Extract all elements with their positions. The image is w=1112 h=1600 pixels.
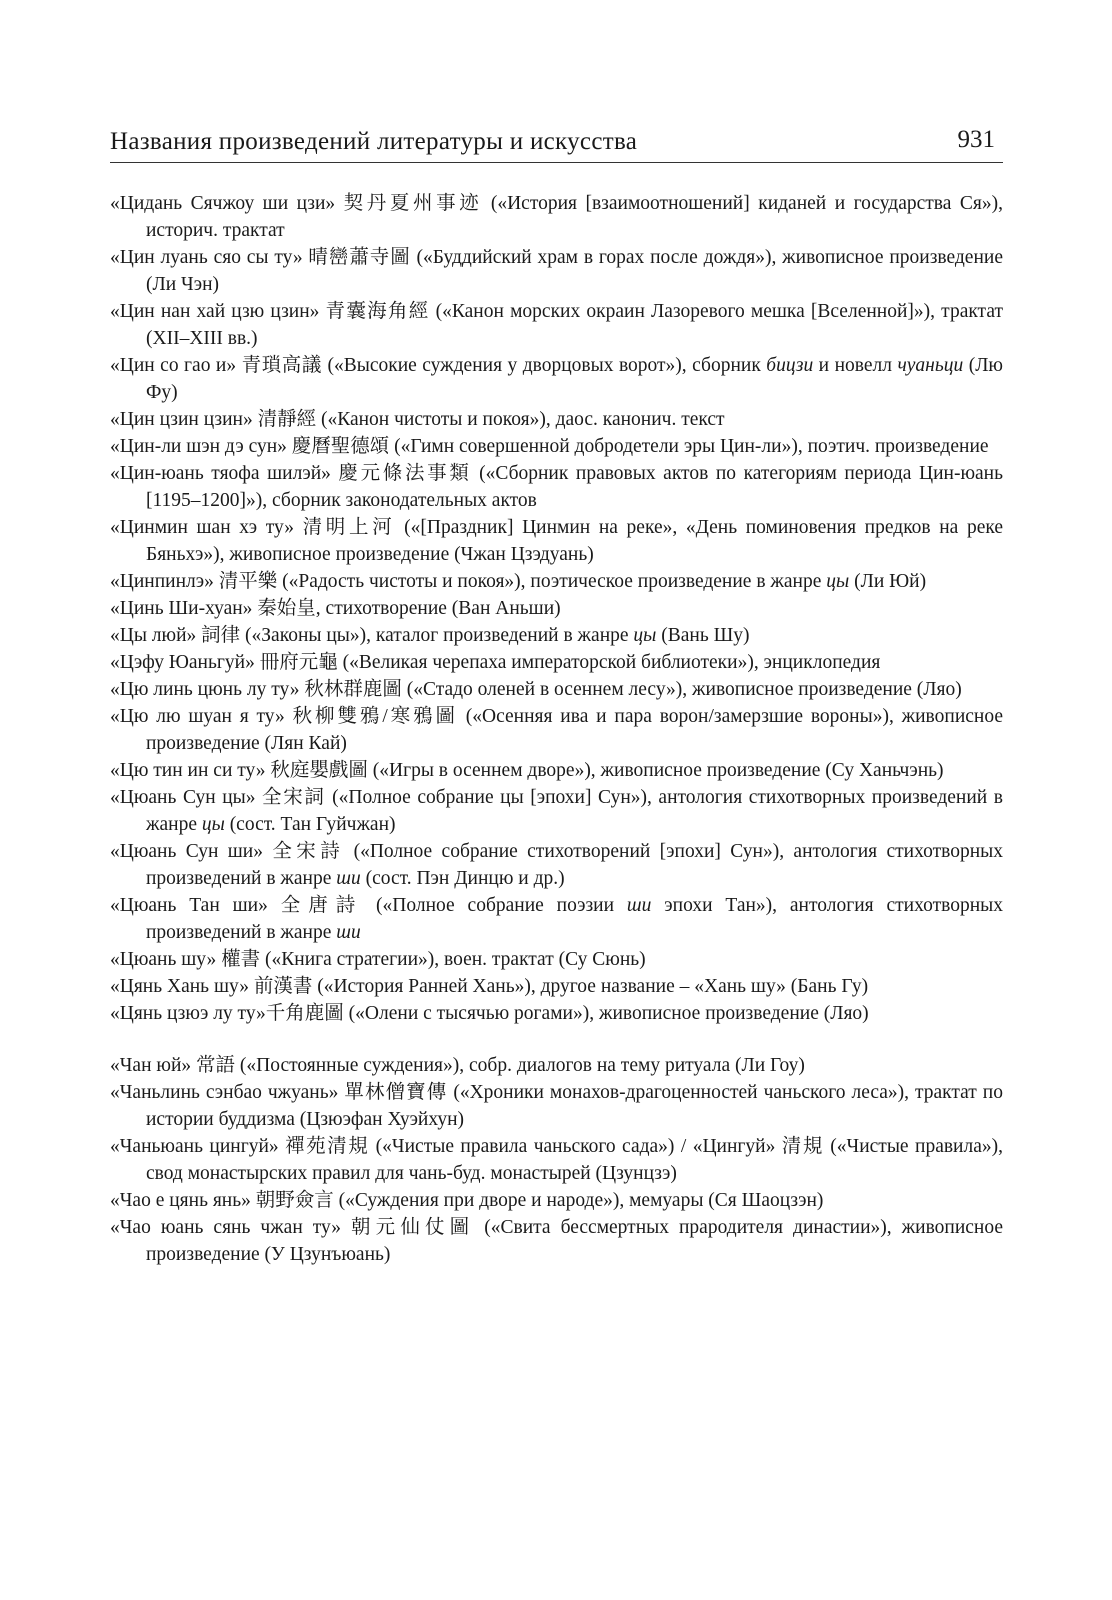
list-item: «Цидань Сячжоу ши цзи» 契丹夏州事迹 («История [взаимоотношений] киданей и государства Ся»), историч. трактат — [110, 193, 1003, 241]
entry-list — [110, 190, 1003, 1268]
list-item: «Цю лю шуан я ту» 秋柳雙鴉/寒鴉圖 («Осенняя ива и пара ворон/замерзшие вороны»), живописное произведение (Лян Кай) — [110, 706, 1003, 754]
list-item: «Цинпинлэ» 清平樂 («Радость чистоты и покоя»), поэтическое произведение в жанре цы (Ли Юй) — [110, 571, 927, 592]
list-item: «Цинь Ши-хуан» 秦始皇, стихотворение (Ван Аньши) — [110, 598, 561, 619]
list-item: «Цин луань сяо сы ту» 晴巒蕭寺圖 («Буддийский храм в горах после дождя»), живописное произведение (Ли Чэн) — [110, 247, 1003, 295]
list-item: «Цин цзин цзин» 清靜經 («Канон чистоты и покоя»), даос. канонич. текст — [110, 409, 725, 430]
page-title: Названия произведений литературы и искусства — [110, 128, 638, 155]
list-item: «Цин-юань тяофа шилэй» 慶元條法事類 («Сборник правовых актов по категориям периода Цин-юань [1195–1200]»), сборник законодательных актов — [110, 463, 1003, 511]
list-item: «Цин нан хай цзю цзин» 青囊海角經 («Канон морских окраин Лазоревого мешка [Вселенной]»), трактат (XII–XIII вв.) — [110, 301, 1003, 349]
list-item: «Цюань шу» 權書 («Книга стратегии»), воен. трактат (Су Сюнь) — [110, 949, 646, 970]
list-item: «Чао е цянь янь» 朝野僉言 («Суждения при дворе и народе»), мемуары (Ся Шаоцзэн) — [110, 1190, 824, 1211]
list-item: «Цинмин шан хэ ту» 清明上河 («[Праздник] Цинмин на реке», «День поминовения предков на реке Бяньхэ»), живописное произведение (Чжан Цзэдуань) — [110, 517, 1003, 565]
list-item: «Цянь цзюэ лу ту»千角鹿圖 («Олени с тысячью рогами»), живописное произведение (Ляо) — [110, 1003, 869, 1024]
list-item: «Цин-ли шэн дэ сун» 慶曆聖德頌 («Гимн совершенной добродетели эры Цин-ли»), поэтич. произведение — [110, 436, 989, 457]
list-item: «Цю тин ин си ту» 秋庭嬰戲圖 («Игры в осеннем дворе»), живописное произведение (Су Ханьчэнь) — [110, 760, 944, 781]
list-item: «Цы люй» 詞律 («Законы цы»), каталог произведений в жанре цы (Вань Шу) — [110, 625, 750, 646]
running-header — [110, 122, 1003, 163]
list-item: «Цэфу Юаньгуй» 冊府元龜 («Великая черепаха императорской библиотеки»), энциклопедия — [110, 652, 881, 673]
list-item: «Чаньлинь сэнбао чжуань» 單林僧寶傳 («Хроники монахов-драгоценностей чаньского леса»), трактат по истории буддизма (Цзюэфан Хуэйхун) — [110, 1082, 1003, 1130]
page-number: 931 — [957, 126, 995, 153]
list-item: «Цюань Сун цы» 全宋詞 («Полное собрание цы [эпохи] Сун»), антология стихотворных произведений в жанре цы (сост. Тан Гуйчжан) — [110, 787, 1003, 835]
list-item: «Цю линь цюнь лу ту» 秋林群鹿圖 («Стадо оленей в осеннем лесу»), живописное произведение (Ляо) — [110, 679, 962, 700]
list-item: «Чан юй» 常語 («Постоянные суждения»), собр. диалогов на тему ритуала (Ли Гоу) — [110, 1055, 805, 1076]
list-item: «Цюань Сун ши» 全宋詩 («Полное собрание стихотворений [эпохи] Сун»), антология стихотворных произведений в жанре ши (сост. Пэн Динцю и др.) — [110, 841, 1003, 889]
list-item: «Чаньюань цингуй» 禪苑清規 («Чистые правила чаньского сада») / «Цингуй» 清規 («Чистые правила»), свод монастырских правил для чань-буд. монастырей (Цзунцзэ) — [110, 1136, 1003, 1184]
list-item: «Цюань Тан ши» 全唐詩 («Полное собрание поэзии ши эпохи Тан»), антология стихотворных произведений в жанре ши — [110, 895, 1003, 943]
list-item: «Чао юань сянь чжан ту» 朝元仙仗圖 («Свита бессмертных прародителя династии»), живописное произведение (У Цзунъюань) — [110, 1217, 1003, 1265]
list-item: «Цин со гао и» 青瑣高議 («Высокие суждения у дворцовых ворот»), сборник бицзи и новелл чуаньци (Лю Фу) — [110, 355, 1003, 403]
list-item: «Цянь Хань шу» 前漢書 («История Ранней Хань»), другое название – «Хань шу» (Бань Гу) — [110, 976, 869, 997]
